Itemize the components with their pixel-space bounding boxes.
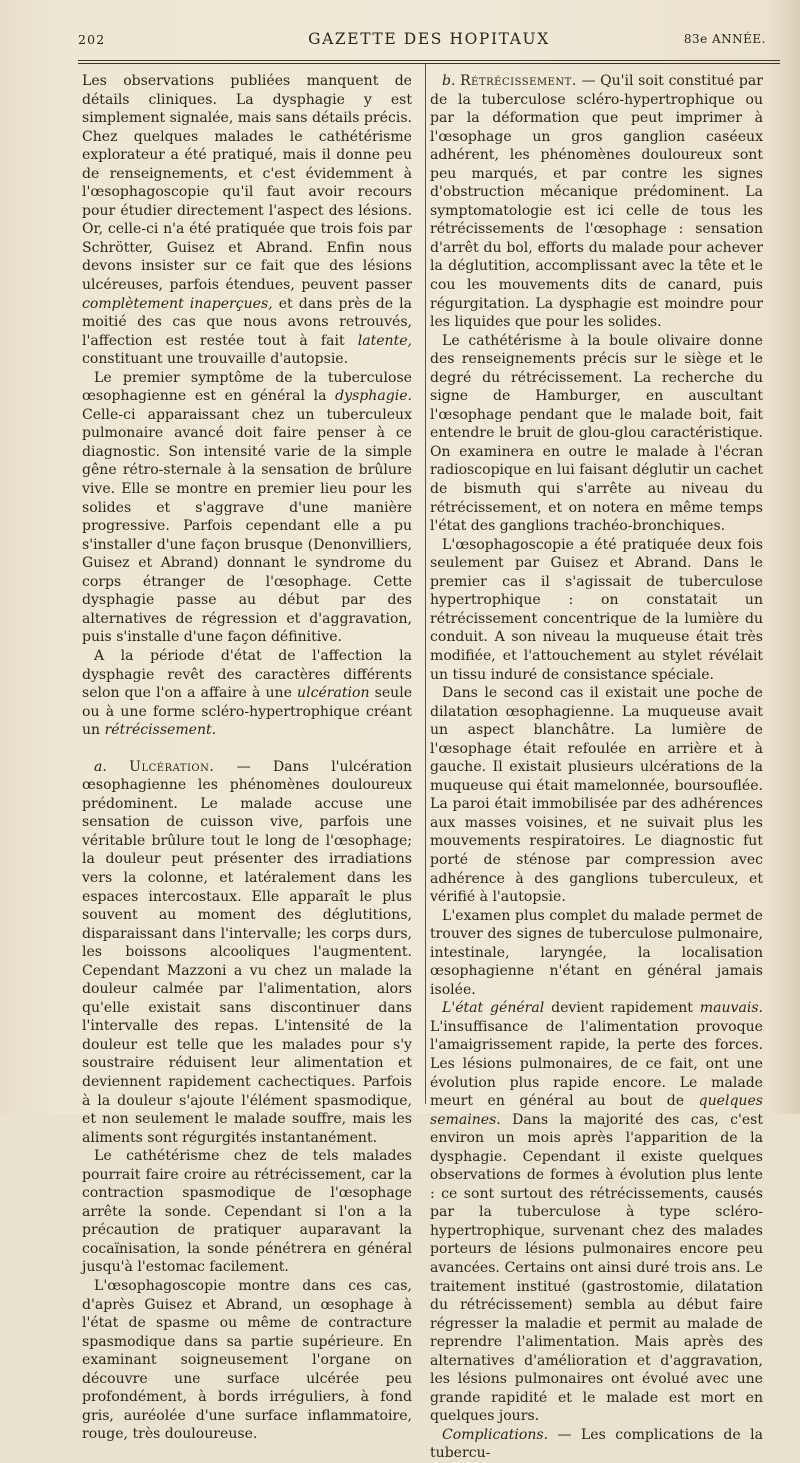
- volume-year: 83e ANNÉE.: [683, 32, 766, 46]
- right-column: [430, 72, 763, 1463]
- page-number: 202: [78, 32, 106, 47]
- section-title: Rétrécissement.: [460, 73, 577, 89]
- paragraph: Complications. — Les complications de la tubercu-: [430, 1426, 763, 1462]
- header-rule: [78, 60, 780, 61]
- paragraph: L'œsophagoscopie a été pratiquée deux fois seulement par Guisez et Abrand. Dans le premier cas il s'agissait de tuberculose hypertrophique : on constatait un rétrécissement concentrique de la lumière du conduit. A son niveau la muqueuse était très modifiée, et l'attouchement au stylet révélait un tissu induré de consistance spéciale.: [430, 536, 763, 683]
- page-header: [78, 32, 780, 54]
- section-ulceration: a. Ulcération. — Dans l'ulcération œsophagienne les phénomènes douloureux prédominent. Le malade accuse une sensation de cuisson vive, parfois une véritable brûlure tout le long de l'œsophage; la douleur peut présenter des irradiations vers la colonne, et latéralement dans les espaces intercostaux. Elle apparaît le plus souvent au moment des déglutitions, disparaissant dans l'intervalle; les corps durs, les boissons alcooliques l'augmentent. Cependant Mazzoni a vu chez un malade la douleur calmée par l'alimentation, alors qu'elle existait sans discontinuer dans l'intervalle des repas. L'intensité de la douleur est telle que les malades pour s'y soustraire réduisent leur alimentation et deviennent rapidement cachectiques. Parfois à la douleur s'ajoute l'élément spasmodique, et non seulement le malade souffre, mais les aliments sont régurgités instantanément.: [82, 758, 412, 1146]
- section-title: Ulcération.: [129, 758, 215, 775]
- paragraph: Les observations publiées manquent de détails cliniques. La dysphagie y est simplement signalée, mais sans détails précis. Chez quelques malades le cathétérisme explorateur a été pratiqué, mais il donne peu de renseignements, et c'est évidemment à l'œsophagoscopie qu'il faut avoir recours pour étudier directement l'aspect des lésions. Or, celle-ci n'a été pratiquée que trois fois par Schrötter, Guisez et Abrand. Enfin nous devons insister sur ce fait que des lésions ulcéreuses, parfois étendues, peuvent passer complètement inaperçues, et dans près de la moitié des cas que nous avons retrouvés, l'affection est restée tout à fait latente, constituant une trouvaille d'autopsie.: [82, 73, 412, 368]
- paragraph: Le premier symptôme de la tuberculose œsophagienne est en général la dysphagie. Celle-ci apparaissant chez un tuberculeux pulmonaire avancé doit faire penser à ce diagnostic. Son intensité varie de la simple gêne rétro-sternale à la sensation de brûlure vive. Elle se montre en premier lieu pour les solides et s'aggrave d'une manière progressive. Parfois cependant elle a pu s'installer d'une façon brusque (Denonvilliers, Guisez et Abrand) donnant le syndrome du corps étranger de l'œsophage. Cette dysphagie passe au début par des alternatives de régression et d'aggravation, puis s'installe d'une façon définitive.: [82, 369, 412, 646]
- paragraph: L'œsophagoscopie montre dans ces cas, d'après Guisez et Abrand, un œsophage à l'état de spasme ou même de contracture spasmodique dans sa partie supérieure. En examinant soigneusement l'organe on découvre une surface ulcérée peu profondément, à bords irréguliers, à fond gris, auréolée d'une surface inflammatoire, rouge, très douloureuse.: [82, 1278, 412, 1443]
- paragraph: L'examen plus complet du malade permet de trouver des signes de tuberculose pulmonaire, intestinale, laryngée, la localisation œsophagienne n'étant en général jamais isolée.: [430, 907, 763, 998]
- column-divider: [425, 64, 426, 1104]
- paragraph: Dans le second cas il existait une poche de dilatation œsophagienne. La muqueuse avait un aspect blanchâtre. La lumière de l'œsophage était refoulée en arrière et à gauche. Il existait plusieurs ulcérations de la muqueuse qui était mamelonnée, boursouflée. La paroi était immobilisée par des adhérences aux masses voisines, et ne suivait plus les mouvements respiratoires. Le diagnostic fut porté de sténose par compression avec adhérence à des ganglions tuberculeux, et vérifié à l'autopsie.: [430, 685, 763, 906]
- paragraph: Le cathétérisme chez de tels malades pourrait faire croire au rétrécissement, car la contraction spasmodique de l'œsophage arrête la sonde. Cependant si l'on a la précaution de pratiquer auparavant la cocaïnisation, la sonde pénétrera en général jusqu'à l'estomac facilement.: [82, 1148, 412, 1276]
- left-column: [82, 72, 412, 1444]
- paragraph: L'état général devient rapidement mauvais. L'insuffisance de l'alimentation provoque l'amaigrissement rapide, la perte des forces. Les lésions pulmonaires, de ce fait, ont une évolution plus rapide encore. Le malade meurt en général au bout de quelques semaines. Dans la majorité des cas, c'est environ un mois après l'apparition de la dysphagie. Cependant il existe quelques observations de formes à évolution plus lente : ce sont surtout des rétrécissements, causés par la tuberculose à type scléro-hypertrophique, survenant chez des malades porteurs de lésions pulmonaires encore peu avancées. Certains ont ainsi duré trois ans. Le traitement institué (gastrostomie, dilatation du rétrécissement) sembla au début faire régresser la maladie et permit au malade de reprendre l'alimentation. Mais après des alternatives d'amélioration et d'aggravation, les lésions pulmonaires ont évolué avec une grande rapidité et le malade est mort en quelques jours.: [430, 1000, 763, 1425]
- paragraph: Le cathétérisme à la boule olivaire donne des renseignements précis sur le siège et le degré du rétrécissement. La recherche du signe de Hamburger, en auscultant l'œsophage pendant que le malade boit, fait entendre le bruit de glou-glou caractéristique. On examinera en outre le malade à l'écran radioscopique en lui faisant déglutir un cachet de bismuth qui s'arrête au niveau du rétrécissement, et on notera en même temps l'état des ganglions trachéo-bronchiques.: [430, 332, 763, 535]
- journal-title: GAZETTE DES HOPITAUX: [308, 30, 550, 48]
- section-retrecissement: b. Rétrécissement. — Qu'il soit constitué par de la tuberculose scléro-hypertrophique ou par la déformation que peut imprimer à l'œsophage un gros ganglion caséeux adhérent, les phénomènes douloureux sont peu marqués, et par contre les signes d'obstruction mécanique prédominent. La symptomatologie est ici celle de tous les rétrécissements de l'œsophage : sensation d'arrêt du bol, efforts du malade pour achever la déglutition, accomplissant avec la tête et le cou les mouvements dits de canard, puis régurgitation. La dysphagie est moindre pour les liquides que pour les solides.: [430, 73, 763, 331]
- paragraph: A la période d'état de l'affection la dysphagie revêt des caractères différents selon que l'on a affaire à une ulcération seule ou à une forme scléro-hypertrophique créant un rétrécissement.: [82, 647, 413, 739]
- header-rule-double: [78, 63, 780, 64]
